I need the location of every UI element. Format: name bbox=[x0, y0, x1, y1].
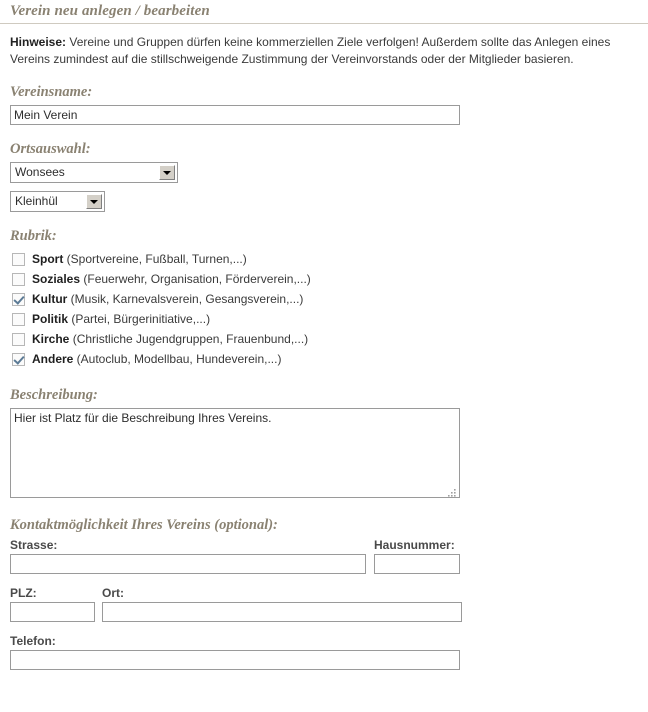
strasse-group bbox=[10, 538, 370, 574]
rubrik-row-politik[interactable] bbox=[12, 309, 648, 329]
ort-select[interactable] bbox=[10, 162, 178, 183]
ort-group bbox=[102, 586, 464, 622]
rubrik-name-politik: Politik bbox=[32, 312, 69, 326]
rubrik-checkbox-list bbox=[0, 249, 648, 369]
kontakt-row-plz-ort bbox=[0, 586, 648, 622]
beschreibung-wrapper bbox=[10, 408, 460, 501]
notice-text: Vereine und Gruppen dürfen keine kommerziellen Ziele verfolgen! Außerdem sollte das Anlegen eines Vereins zumindest auf die stillschweigende Zustimmung der Vereinvorstands oder der Mitglieder basieren. bbox=[10, 35, 611, 66]
kontakt-label: Kontaktmöglichkeit Ihres Vereins (optional): bbox=[10, 517, 278, 533]
hausnummer-label: Hausnummer: bbox=[374, 538, 455, 552]
checkbox-politik[interactable] bbox=[12, 313, 25, 326]
checkbox-kultur[interactable] bbox=[12, 293, 25, 306]
chevron-down-icon[interactable] bbox=[86, 194, 102, 209]
checkbox-andere[interactable] bbox=[12, 353, 25, 366]
ortsteil-select[interactable] bbox=[10, 191, 105, 212]
rubrik-row-sport[interactable] bbox=[12, 249, 648, 269]
plz-label: PLZ: bbox=[10, 586, 37, 600]
rubrik-name-kirche: Kirche bbox=[32, 332, 70, 346]
ortsteil-select-value: Kleinhül bbox=[15, 194, 58, 208]
rubrik-hint-politik: (Partei, Bürgerinitiative,...) bbox=[68, 312, 211, 326]
rubrik-name-sport: Sport bbox=[32, 252, 64, 266]
vereinsname-input[interactable] bbox=[10, 105, 460, 125]
rubrik-name-kultur: Kultur bbox=[32, 292, 68, 306]
plz-group bbox=[10, 586, 98, 622]
rubrik-name-andere: Andere bbox=[32, 352, 74, 366]
chevron-down-icon[interactable] bbox=[159, 165, 175, 180]
notice-paragraph bbox=[0, 34, 648, 68]
beschreibung-textarea[interactable] bbox=[10, 408, 460, 498]
title-divider bbox=[0, 23, 648, 24]
rubrik-hint-kultur: (Musik, Karnevalsverein, Gesangsverein,...) bbox=[67, 292, 304, 306]
checkbox-sport[interactable] bbox=[12, 253, 25, 266]
ort-input[interactable] bbox=[102, 602, 462, 622]
rubrik-row-soziales[interactable] bbox=[12, 269, 648, 289]
ort-label: Ort: bbox=[102, 586, 124, 600]
rubrik-label: Rubrik: bbox=[10, 228, 57, 244]
rubrik-row-kultur[interactable] bbox=[12, 289, 648, 309]
rubrik-name-soziales: Soziales bbox=[32, 272, 81, 286]
telefon-input[interactable] bbox=[10, 650, 460, 670]
rubrik-hint-sport: (Sportvereine, Fußball, Turnen,...) bbox=[63, 252, 247, 266]
kontakt-row-strasse bbox=[0, 538, 648, 574]
plz-input[interactable] bbox=[10, 602, 95, 622]
rubrik-row-kirche[interactable] bbox=[12, 329, 648, 349]
hausnummer-input[interactable] bbox=[374, 554, 460, 574]
notice-label: Hinweise: bbox=[10, 35, 67, 49]
ortsauswahl-label: Ortsauswahl: bbox=[10, 141, 91, 157]
checkbox-soziales[interactable] bbox=[12, 273, 25, 286]
telefon-label: Telefon: bbox=[10, 634, 56, 648]
rubrik-row-andere[interactable] bbox=[12, 349, 648, 369]
kontakt-row-telefon bbox=[0, 634, 648, 670]
checkbox-kirche[interactable] bbox=[12, 333, 25, 346]
strasse-input[interactable] bbox=[10, 554, 366, 574]
beschreibung-label: Beschreibung: bbox=[10, 387, 98, 403]
strasse-label: Strasse: bbox=[10, 538, 58, 552]
hausnummer-group bbox=[374, 538, 464, 574]
ort-select-value: Wonsees bbox=[15, 165, 65, 179]
rubrik-hint-andere: (Autoclub, Modellbau, Hundeverein,...) bbox=[73, 352, 282, 366]
vereinsname-label: Vereinsname: bbox=[10, 84, 93, 100]
rubrik-hint-kirche: (Christliche Jugendgruppen, Frauenbund,...) bbox=[69, 332, 309, 346]
page-title: Verein neu anlegen / bearbeiten bbox=[10, 3, 210, 19]
rubrik-hint-soziales: (Feuerwehr, Organisation, Förderverein,...) bbox=[80, 272, 311, 286]
